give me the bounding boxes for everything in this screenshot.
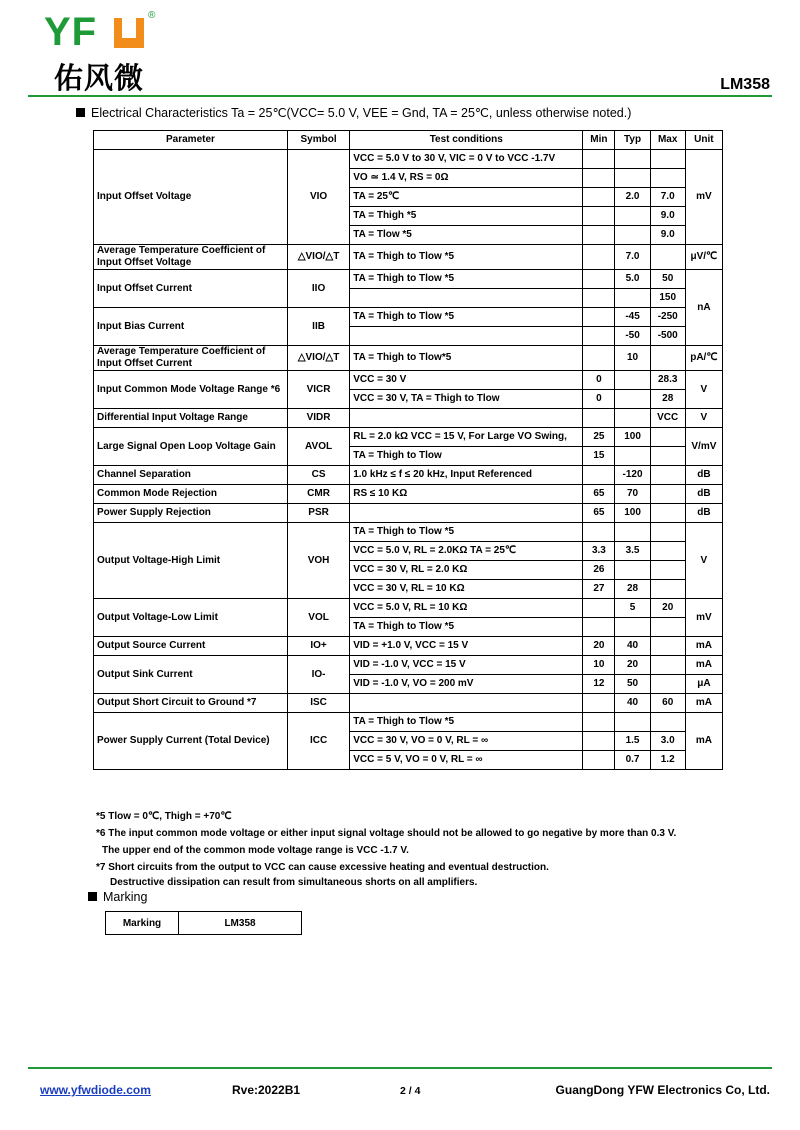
header-test-conditions: Test conditions: [350, 131, 583, 150]
cell-max: [650, 675, 685, 694]
cell-parameter: Common Mode Rejection: [94, 485, 288, 504]
cell-unit: dB: [685, 504, 722, 523]
note-6-cont: The upper end of the common mode voltage range is VCC -1.7 V.: [102, 845, 409, 856]
logo-chinese-name: 佑风微: [54, 61, 145, 95]
table-row: [94, 523, 723, 542]
cell-condition: VCC = 30 V, VO = 0 V, RL = ∞: [350, 732, 583, 751]
cell-typ: 1.5: [615, 732, 650, 751]
cell-unit: mA: [685, 713, 722, 770]
cell-parameter: Output Voltage-High Limit: [94, 523, 288, 599]
cell-min: [583, 308, 615, 327]
cell-min: [583, 207, 615, 226]
cell-min: [583, 694, 615, 713]
cell-typ: [615, 390, 650, 409]
table-header-row: [94, 131, 723, 150]
marking-table: [105, 911, 302, 935]
cell-symbol: VICR: [287, 371, 349, 409]
table-row: [94, 270, 723, 289]
cell-typ: 100: [615, 504, 650, 523]
marking-value: LM358: [179, 912, 302, 935]
table-row: [94, 637, 723, 656]
cell-min: [583, 188, 615, 207]
cell-parameter: Input Offset Current: [94, 270, 288, 308]
cell-unit: μA: [685, 675, 722, 694]
cell-min: 65: [583, 504, 615, 523]
bullet-square-icon: [76, 108, 85, 117]
cell-unit: mV: [685, 599, 722, 637]
cell-condition: TA = Thigh to Tlow *5: [350, 523, 583, 542]
company-name: GuangDong YFW Electronics Co, Ltd.: [555, 1083, 770, 1097]
cell-unit: μV/℃: [685, 245, 722, 270]
cell-min: [583, 466, 615, 485]
cell-unit: mA: [685, 637, 722, 656]
cell-condition: VCC = 5 V, VO = 0 V, RL = ∞: [350, 751, 583, 770]
cell-typ: -50: [615, 327, 650, 346]
footer-divider: [28, 1067, 772, 1069]
cell-parameter: Input Common Mode Voltage Range *6: [94, 371, 288, 409]
company-logo: [44, 10, 164, 94]
cell-typ: 3.5: [615, 542, 650, 561]
footnotes: [96, 808, 676, 889]
cell-max: [650, 169, 685, 188]
cell-typ: 5.0: [615, 270, 650, 289]
note-6: *6 The input common mode voltage or either input signal voltage should not be allowed to go negative by more than 0.3 V.: [96, 828, 677, 839]
cell-typ: [615, 561, 650, 580]
table-row: [94, 346, 723, 371]
cell-max: VCC: [650, 409, 685, 428]
cell-max: 28.3: [650, 371, 685, 390]
cell-parameter: Differential Input Voltage Range: [94, 409, 288, 428]
cell-parameter: Average Temperature Coefficient of Input Offset Current: [94, 346, 288, 371]
cell-min: [583, 226, 615, 245]
cell-max: 3.0: [650, 732, 685, 751]
cell-condition: VCC = 30 V, RL = 2.0 KΩ: [350, 561, 583, 580]
note-7-cont: Destructive dissipation can result from simultaneous shorts on all amplifiers.: [110, 877, 478, 888]
cell-min: [583, 150, 615, 169]
note-5: *5 Tlow = 0℃, Thigh = +70℃: [96, 811, 232, 822]
cell-max: [650, 561, 685, 580]
registered-mark: ®: [148, 10, 156, 21]
header-max: Max: [650, 131, 685, 150]
cell-min: [583, 270, 615, 289]
cell-typ: [615, 226, 650, 245]
cell-condition: TA = Thigh to Tlow: [350, 447, 583, 466]
cell-min: 27: [583, 580, 615, 599]
cell-symbol: PSR: [287, 504, 349, 523]
cell-max: -250: [650, 308, 685, 327]
cell-max: -500: [650, 327, 685, 346]
table-row: [94, 371, 723, 390]
cell-typ: [615, 409, 650, 428]
cell-max: [650, 656, 685, 675]
cell-unit: V/mV: [685, 428, 722, 466]
cell-condition: RL = 2.0 kΩ VCC = 15 V, For Large VO Swing,: [350, 428, 583, 447]
cell-max: [650, 637, 685, 656]
cell-min: 15: [583, 447, 615, 466]
cell-unit: mV: [685, 150, 722, 245]
cell-condition: [350, 409, 583, 428]
cell-typ: 0.7: [615, 751, 650, 770]
cell-typ: 28: [615, 580, 650, 599]
cell-typ: 100: [615, 428, 650, 447]
logo-text: YF: [44, 10, 98, 54]
cell-parameter: Power Supply Current (Total Device): [94, 713, 288, 770]
cell-symbol: ICC: [287, 713, 349, 770]
cell-max: 9.0: [650, 226, 685, 245]
cell-typ: 70: [615, 485, 650, 504]
table-row: [94, 428, 723, 447]
cell-condition: VCC = 30 V: [350, 371, 583, 390]
cell-typ: 7.0: [615, 245, 650, 270]
cell-parameter: Large Signal Open Loop Voltage Gain: [94, 428, 288, 466]
table-row: [94, 245, 723, 270]
cell-symbol: VIO: [287, 150, 349, 245]
cell-typ: 20: [615, 656, 650, 675]
section-title: [76, 105, 631, 120]
cell-unit: dB: [685, 466, 722, 485]
cell-typ: [615, 618, 650, 637]
cell-unit: dB: [685, 485, 722, 504]
section-title-text: Electrical Characteristics Ta = 25℃(VCC= 5.0 V, VEE = Gnd, TA = 25℃, unless otherwise noted.): [91, 106, 632, 120]
cell-min: [583, 523, 615, 542]
cell-condition: VCC = 30 V, RL = 10 KΩ: [350, 580, 583, 599]
cell-max: [650, 428, 685, 447]
cell-parameter: Input Offset Voltage: [94, 150, 288, 245]
cell-max: [650, 150, 685, 169]
cell-max: [650, 713, 685, 732]
cell-typ: [615, 713, 650, 732]
note-7: *7 Short circuits from the output to VCC can cause excessive heating and eventual destruction.: [96, 862, 549, 873]
cell-max: [650, 523, 685, 542]
cell-max: [650, 245, 685, 270]
cell-unit: mA: [685, 656, 722, 675]
cell-condition: TA = Tlow *5: [350, 226, 583, 245]
table-row: [94, 409, 723, 428]
table-row: [94, 150, 723, 169]
cell-condition: VCC = 5.0 V, RL = 2.0KΩ TA = 25℃: [350, 542, 583, 561]
cell-min: [583, 327, 615, 346]
cell-parameter: Input Bias Current: [94, 308, 288, 346]
cell-symbol: IIO: [287, 270, 349, 308]
cell-max: [650, 504, 685, 523]
cell-typ: 2.0: [615, 188, 650, 207]
cell-min: [583, 409, 615, 428]
cell-max: [650, 466, 685, 485]
cell-symbol: AVOL: [287, 428, 349, 466]
cell-typ: [615, 207, 650, 226]
cell-condition: TA = Thigh to Tlow *5: [350, 713, 583, 732]
cell-min: [583, 713, 615, 732]
cell-max: [650, 485, 685, 504]
cell-max: [650, 542, 685, 561]
cell-min: 12: [583, 675, 615, 694]
cell-max: [650, 580, 685, 599]
cell-condition: TA = 25℃: [350, 188, 583, 207]
cell-typ: [615, 289, 650, 308]
table-row: [94, 599, 723, 618]
cell-typ: 50: [615, 675, 650, 694]
cell-condition: TA = Thigh to Tlow *5: [350, 308, 583, 327]
cell-symbol: △VIO/△T: [287, 245, 349, 270]
table-row: [94, 694, 723, 713]
cell-condition: RS ≤ 10 KΩ: [350, 485, 583, 504]
cell-min: [583, 346, 615, 371]
cell-symbol: IO+: [287, 637, 349, 656]
cell-condition: [350, 504, 583, 523]
marking-title-text: Marking: [103, 890, 148, 904]
cell-symbol: IIB: [287, 308, 349, 346]
header-unit: Unit: [685, 131, 722, 150]
cell-parameter: Average Temperature Coefficient of Input Offset Voltage: [94, 245, 288, 270]
cell-max: 1.2: [650, 751, 685, 770]
marking-label: Marking: [106, 912, 179, 935]
cell-min: 0: [583, 371, 615, 390]
cell-parameter: Channel Separation: [94, 466, 288, 485]
cell-parameter: Output Source Current: [94, 637, 288, 656]
cell-min: [583, 732, 615, 751]
cell-unit: mA: [685, 694, 722, 713]
cell-condition: [350, 289, 583, 308]
cell-condition: TA = Thigh *5: [350, 207, 583, 226]
cell-typ: [615, 150, 650, 169]
cell-unit: V: [685, 409, 722, 428]
cell-typ: [615, 523, 650, 542]
cell-unit: V: [685, 371, 722, 409]
table-row: [94, 713, 723, 732]
cell-typ: [615, 169, 650, 188]
cell-min: 10: [583, 656, 615, 675]
cell-parameter: Output Voltage-Low Limit: [94, 599, 288, 637]
cell-condition: VCC = 5.0 V to 30 V, VIC = 0 V to VCC -1.7V: [350, 150, 583, 169]
cell-condition: TA = Thigh to Tlow*5: [350, 346, 583, 371]
cell-parameter: Power Supply Rejection: [94, 504, 288, 523]
cell-typ: 40: [615, 637, 650, 656]
table-row: [94, 656, 723, 675]
cell-max: 7.0: [650, 188, 685, 207]
cell-typ: 5: [615, 599, 650, 618]
cell-condition: TA = Thigh to Tlow *5: [350, 245, 583, 270]
table-row: [94, 504, 723, 523]
website-link[interactable]: www.yfwdiode.com: [40, 1083, 151, 1097]
cell-min: [583, 599, 615, 618]
cell-min: 20: [583, 637, 615, 656]
logo-u-mark: [114, 18, 144, 48]
cell-condition: VID = -1.0 V, VO = 200 mV: [350, 675, 583, 694]
header-typ: Typ: [615, 131, 650, 150]
cell-condition: VCC = 30 V, TA = Thigh to Tlow: [350, 390, 583, 409]
header-symbol: Symbol: [287, 131, 349, 150]
bullet-square-icon: [88, 892, 97, 901]
cell-condition: 1.0 kHz ≤ f ≤ 20 kHz, Input Referenced: [350, 466, 583, 485]
table-row: [94, 485, 723, 504]
cell-min: 26: [583, 561, 615, 580]
cell-symbol: ISC: [287, 694, 349, 713]
cell-max: 9.0: [650, 207, 685, 226]
cell-symbol: CMR: [287, 485, 349, 504]
revision: Rve:2022B1: [232, 1083, 301, 1097]
cell-typ: -120: [615, 466, 650, 485]
cell-max: 28: [650, 390, 685, 409]
cell-min: 25: [583, 428, 615, 447]
cell-typ: [615, 371, 650, 390]
cell-condition: TA = Thigh to Tlow *5: [350, 270, 583, 289]
cell-symbol: △VIO/△T: [287, 346, 349, 371]
header-parameter: Parameter: [94, 131, 288, 150]
part-number: LM358: [720, 76, 770, 93]
cell-parameter: Output Short Circuit to Ground *7: [94, 694, 288, 713]
cell-condition: TA = Thigh to Tlow *5: [350, 618, 583, 637]
cell-condition: VID = +1.0 V, VCC = 15 V: [350, 637, 583, 656]
cell-min: [583, 169, 615, 188]
cell-min: [583, 245, 615, 270]
cell-symbol: VIDR: [287, 409, 349, 428]
cell-parameter: Output Sink Current: [94, 656, 288, 694]
cell-min: 0: [583, 390, 615, 409]
page-number: 2 / 4: [400, 1085, 421, 1097]
cell-condition: [350, 327, 583, 346]
cell-typ: 10: [615, 346, 650, 371]
cell-max: 20: [650, 599, 685, 618]
cell-condition: [350, 694, 583, 713]
cell-max: 50: [650, 270, 685, 289]
table-row: [94, 466, 723, 485]
cell-max: [650, 618, 685, 637]
cell-symbol: VOH: [287, 523, 349, 599]
table-row: [94, 308, 723, 327]
cell-typ: [615, 447, 650, 466]
header-divider: [28, 95, 772, 97]
cell-unit: V: [685, 523, 722, 599]
header-min: Min: [583, 131, 615, 150]
cell-condition: VID = -1.0 V, VCC = 15 V: [350, 656, 583, 675]
cell-min: 65: [583, 485, 615, 504]
cell-min: [583, 751, 615, 770]
cell-symbol: IO-: [287, 656, 349, 694]
cell-max: [650, 447, 685, 466]
cell-max: 150: [650, 289, 685, 308]
electrical-characteristics-table: [93, 130, 723, 770]
cell-unit: nA: [685, 270, 722, 346]
cell-symbol: CS: [287, 466, 349, 485]
cell-min: 3.3: [583, 542, 615, 561]
cell-condition: VO ≃ 1.4 V, RS = 0Ω: [350, 169, 583, 188]
cell-max: 60: [650, 694, 685, 713]
cell-typ: 40: [615, 694, 650, 713]
cell-min: [583, 289, 615, 308]
cell-symbol: VOL: [287, 599, 349, 637]
marking-section-title: [88, 890, 147, 904]
cell-condition: VCC = 5.0 V, RL = 10 KΩ: [350, 599, 583, 618]
cell-unit: pA/℃: [685, 346, 722, 371]
cell-min: [583, 618, 615, 637]
cell-typ: -45: [615, 308, 650, 327]
cell-max: [650, 346, 685, 371]
